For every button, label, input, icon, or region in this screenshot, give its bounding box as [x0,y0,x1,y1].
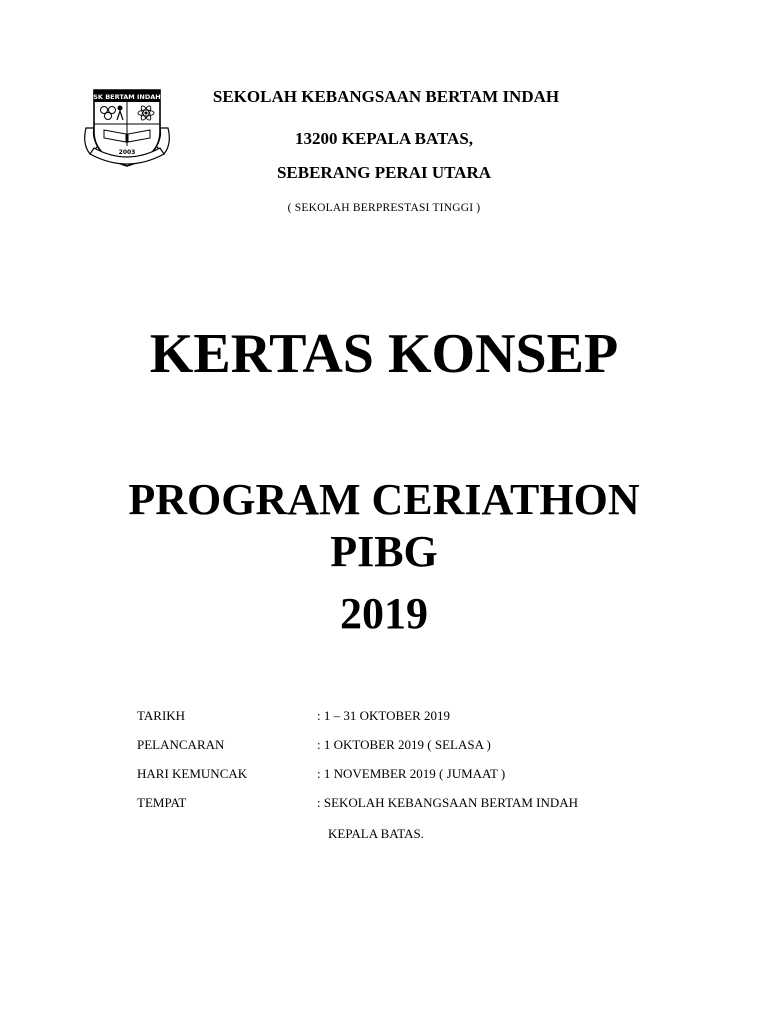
program-title-line-2: PIBG [330,527,438,576]
document-title: KERTAS KONSEP [149,323,619,385]
detail-label: TEMPAT [137,795,187,810]
detail-label: HARI KEMUNCAK [137,766,248,781]
detail-value-continued: KEPALA BATAS. [328,826,425,841]
detail-row-date [137,708,697,737]
address-line-2: SEBERANG PERAI UTARA [276,163,492,182]
detail-value: : 1 NOVEMBER 2019 ( JUMAAT ) [317,766,506,781]
program-title-line-1: PROGRAM CERIATHON [128,475,640,524]
program-year: 2019 [340,589,428,638]
school-name: SEKOLAH KEBANGSAAN BERTAM INDAH [212,87,560,106]
detail-value: : 1 OKTOBER 2019 ( SELASA ) [317,737,491,752]
detail-row-launch [137,737,697,766]
detail-label: PELANCARAN [137,737,225,752]
detail-label: TARIKH [137,708,186,723]
school-status: ( SEKOLAH BERPRESTASI TINGGI ) [287,202,481,214]
detail-value: : SEKOLAH KEBANGSAAN BERTAM INDAH [317,795,579,810]
detail-value: : 1 – 31 OKTOBER 2019 [317,708,451,723]
detail-row-venue [137,795,697,824]
detail-row-venue-continued [137,826,697,855]
detail-row-climax-day [137,766,697,795]
address-line-1: 13200 KEPALA BATAS, [294,129,474,148]
logo-year-text: 2003 [118,149,136,156]
details-list [137,708,697,855]
logo-top-text: SK BERTAM INDAH [93,93,161,101]
